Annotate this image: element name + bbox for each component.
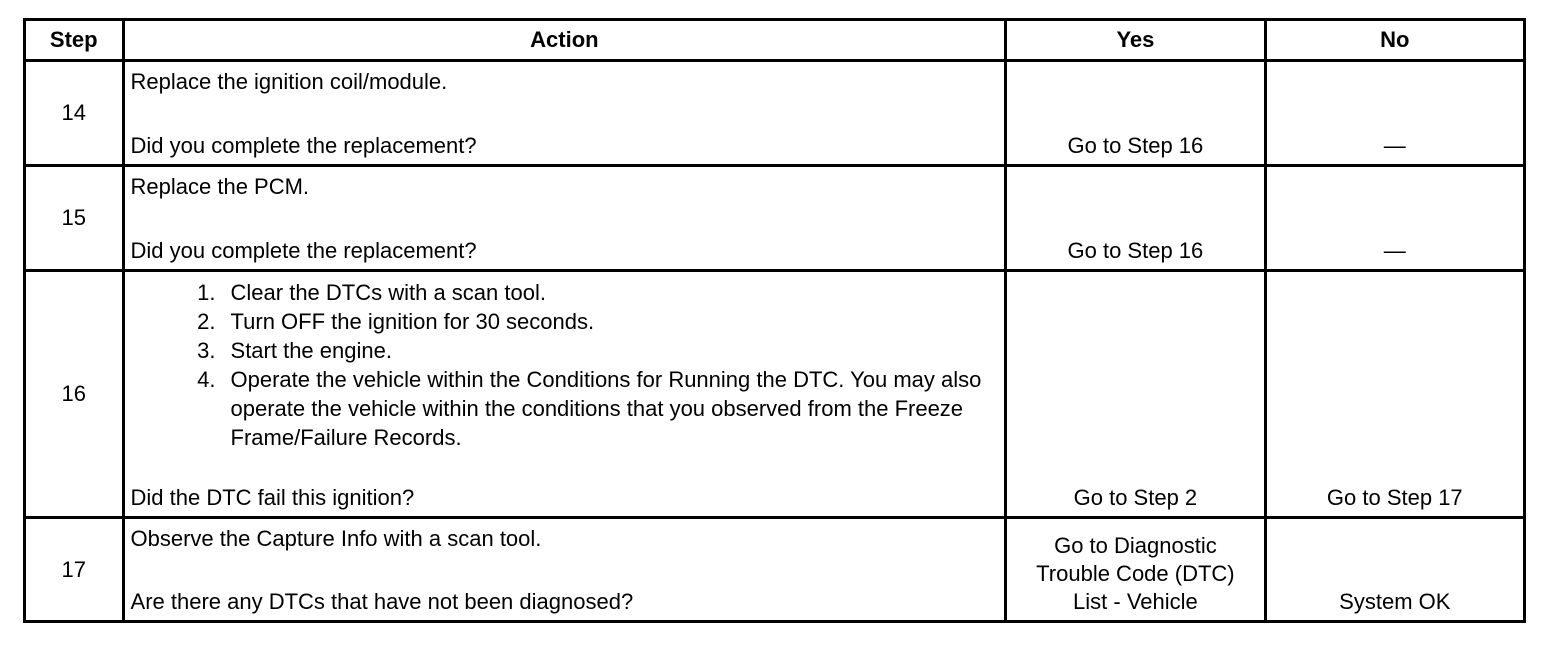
yes-result (1006, 518, 1265, 622)
list-item (131, 278, 999, 307)
list-text: Clear the DTCs with a scan tool. (230, 280, 546, 305)
procedure-list (131, 278, 999, 452)
header-row (25, 20, 1525, 61)
no-result: — (1265, 166, 1524, 271)
table-row (25, 518, 1525, 622)
list-text: Operate the vehicle within the Conditions for Running the DTC. You may also operate the vehicle within the conditions that you observed from the Freeze Frame/Failure Records. (230, 367, 982, 450)
step-number: 15 (25, 166, 124, 271)
list-number: 4. (197, 367, 216, 392)
yes-line: Go to Diagnostic (1054, 533, 1217, 558)
action-cell (123, 271, 1006, 518)
list-number: 1. (197, 280, 216, 305)
yes-result: Go to Step 16 (1006, 166, 1265, 271)
action-cell (123, 61, 1006, 166)
header-yes: Yes (1006, 20, 1265, 61)
action-text: Replace the PCM. (130, 174, 310, 199)
action-question: Did the DTC fail this ignition? (130, 485, 415, 510)
table-row (25, 271, 1525, 518)
no-result: System OK (1265, 518, 1524, 622)
list-text: Turn OFF the ignition for 30 seconds. (230, 309, 595, 334)
list-item (131, 336, 999, 365)
list-item (131, 307, 999, 336)
action-text: Replace the ignition coil/module. (130, 69, 448, 94)
action-cell (123, 166, 1006, 271)
table-row (25, 166, 1525, 271)
action-question: Did you complete the replacement? (130, 133, 477, 158)
action-cell (123, 518, 1006, 622)
table-row (25, 61, 1525, 166)
yes-line: List - Vehicle (1073, 589, 1198, 614)
yes-line: Trouble Code (DTC) (1036, 561, 1235, 586)
action-text: Observe the Capture Info with a scan tool. (130, 526, 542, 551)
header-step: Step (25, 20, 124, 61)
yes-result: Go to Step 2 (1006, 271, 1265, 518)
step-number: 14 (25, 61, 124, 166)
list-number: 2. (197, 309, 216, 334)
diagnostic-table (23, 18, 1526, 623)
no-result: Go to Step 17 (1265, 271, 1524, 518)
yes-result: Go to Step 16 (1006, 61, 1265, 166)
step-number: 17 (25, 518, 124, 622)
list-number: 3. (197, 338, 216, 363)
no-result: — (1265, 61, 1524, 166)
list-text: Start the engine. (230, 338, 392, 363)
header-no: No (1265, 20, 1524, 61)
action-question: Did you complete the replacement? (130, 238, 477, 263)
step-number: 16 (25, 271, 124, 518)
header-action: Action (123, 20, 1006, 61)
list-item (131, 365, 999, 452)
action-question: Are there any DTCs that have not been diagnosed? (130, 589, 634, 614)
